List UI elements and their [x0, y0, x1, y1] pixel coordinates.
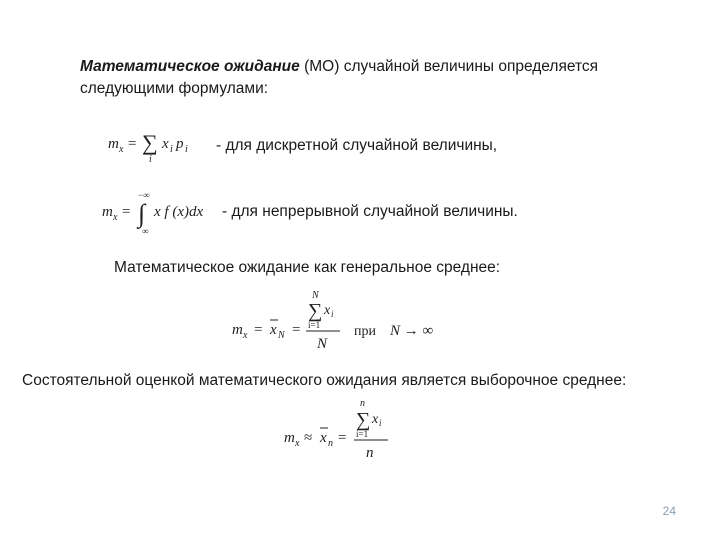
when-word: при — [354, 324, 376, 339]
abbr: (МО) — [304, 58, 340, 75]
continuous-caption: - для непрерывной случайной величины. — [222, 203, 518, 220]
formula-sub-i2: i — [185, 144, 188, 155]
sum-top: N — [312, 290, 319, 301]
sum-top: n — [360, 398, 365, 409]
continuous-formula — [100, 186, 220, 236]
formula-sub-x: x — [295, 438, 300, 449]
sum-sign: ∑ — [308, 300, 323, 322]
formula-m: m — [102, 204, 113, 220]
formula-sub-x: x — [119, 144, 124, 155]
intro-rest: случайной величины определяется — [339, 58, 599, 75]
integral-upper: −∞ — [138, 190, 150, 200]
sum-bottom: i=1 — [356, 429, 369, 439]
sample-formula — [280, 396, 410, 464]
intro-paragraph — [80, 56, 680, 100]
formula-xbar: x — [270, 322, 277, 338]
integral-sign: ∫ — [138, 199, 146, 228]
sample-heading: Состоятельной оценкой математического ожидания является выборочное среднее: — [22, 372, 627, 389]
formula-sum-sub: i — [149, 154, 152, 165]
sum-x: x — [372, 412, 379, 427]
sum-sign: ∑ — [356, 409, 371, 431]
discrete-caption: - для дискретной случайной величины, — [216, 137, 498, 154]
formula-eq: = — [122, 204, 131, 220]
denominator: n — [366, 445, 374, 461]
sum-x: x — [324, 303, 331, 318]
sum-sub-i: i — [379, 418, 382, 428]
formula-x: x — [162, 136, 169, 152]
general-formula — [230, 286, 450, 354]
formula-sum: ∑ — [142, 130, 158, 155]
integral-lower: ∞ — [142, 226, 149, 236]
formula-sub-N: N — [278, 330, 285, 341]
discrete-formula — [100, 122, 210, 166]
sum-sub-i: i — [331, 309, 334, 319]
formula-eq2: = — [292, 322, 301, 338]
formula-sub-n: n — [328, 438, 333, 449]
formula-m: m — [232, 322, 243, 338]
formula-xbar: x — [320, 430, 327, 446]
formula-eq: = — [254, 322, 263, 338]
denominator: N — [317, 336, 328, 352]
sum-bottom: i=1 — [308, 320, 321, 330]
formula-eq: = — [128, 136, 137, 152]
formula-m: m — [284, 430, 295, 446]
formula-p: p — [176, 136, 184, 152]
formula-sub-x: x — [113, 212, 118, 223]
formula-m: m — [108, 136, 119, 152]
limit: N → ∞ — [390, 323, 434, 339]
term-emphasis: Математическое ожидание — [80, 58, 300, 75]
intro-line2: следующими формулами: — [80, 80, 269, 97]
formula-sub-x: x — [243, 330, 248, 341]
formula-approx: ≈ — [304, 430, 313, 446]
integrand: x f (x)dx — [154, 204, 204, 220]
general-heading: Математическое ожидание как генеральное среднее: — [114, 259, 501, 276]
page-number: 24 — [662, 504, 676, 518]
formula-eq: = — [338, 430, 347, 446]
formula-sub-i: i — [170, 144, 173, 155]
